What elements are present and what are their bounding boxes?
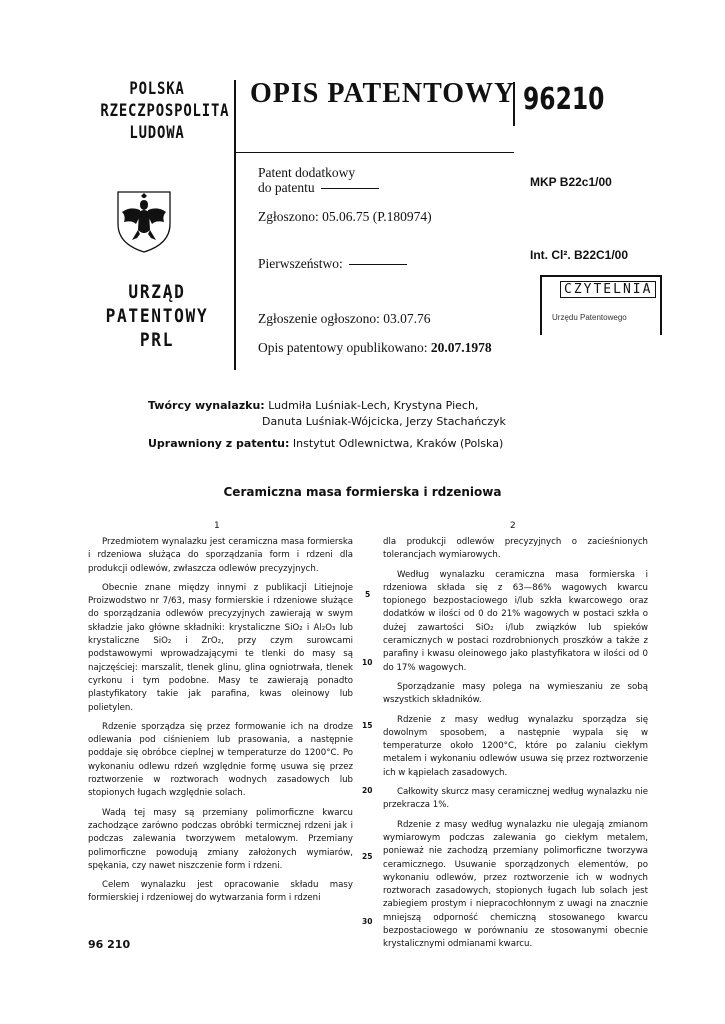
description-published-line (258, 340, 492, 356)
polish-eagle-emblem-icon (110, 186, 178, 256)
blank-line (321, 188, 379, 189)
right-column (383, 536, 648, 958)
application-published-line (258, 311, 430, 327)
inventors-label: Twórcy wynalazku: (148, 399, 265, 412)
line-number: 20 (362, 786, 373, 795)
application-published-label: Zgłoszenie ogłoszono: (258, 311, 380, 326)
description-published-value: 20.07.1978 (430, 340, 492, 355)
filed-line (258, 209, 432, 225)
country-name (100, 78, 230, 144)
int-classification: Int. Cl². B22C1/00 (530, 248, 629, 262)
country-line: RZECZPOSPOLITA (100, 101, 230, 121)
document-type: OPIS PATENTOWY (250, 78, 516, 109)
patent-number: 96210 (523, 82, 605, 117)
stamp-title: CZYTELNIA (560, 281, 656, 298)
blank-line (349, 264, 407, 265)
inventors-names-2: Danuta Luśniak-Wójcicka, Jerzy Stachańczyk (262, 415, 506, 428)
holder-label: Uprawniony z patentu: (148, 437, 290, 450)
inventors-names-1: Ludmiła Luśniak-Lech, Krystyna Piech, (268, 399, 479, 412)
holder-line (148, 437, 503, 450)
line-number: 15 (362, 721, 373, 730)
country-line: POLSKA (129, 79, 185, 99)
filed-value: 05.06.75 (P.180974) (322, 209, 432, 224)
footer-patent-number: 96 210 (88, 938, 131, 951)
invention-title: Ceramiczna masa formierska i rdzeniowa (223, 485, 502, 499)
filed-label: Zgłoszono: (258, 209, 319, 224)
priority-line (258, 256, 407, 272)
library-stamp (540, 275, 662, 335)
to-patent-line (258, 180, 379, 196)
line-number: 5 (365, 590, 371, 599)
line-number: 25 (362, 852, 373, 861)
holder-value: Instytut Odlewnictwa, Kraków (Polska) (292, 437, 504, 450)
priority-label: Pierwszeństwo: (258, 256, 343, 271)
paragraph: Sporządzanie masy polega na wymieszaniu ze sobą wszystkich składników. (383, 681, 648, 706)
stamp-subtitle: Urzędu Patentowego (552, 313, 627, 322)
line-number: 30 (362, 917, 373, 926)
vertical-rule (234, 80, 236, 370)
paragraph: Wadą tej masy są przemiany polimorficzne kwarcu zachodzące zarówno podczas obróbki termicznej rdzeni jak i podczas zalewania tworzywem metalowym. Przemiany polimorficzne powodują zmiany założonych wymiarów, spękania, czy nawet niszczenie form i rdzeni. (88, 807, 353, 871)
to-patent-label: do patentu (258, 180, 315, 195)
line-number: 10 (362, 658, 373, 667)
inventors-line-1 (148, 399, 478, 412)
paragraph: Rdzenie sporządza się przez formowanie ich na drodze odlewania pod ciśnieniem lub prasowania, a następnie poddaje się obróbce cieplnej w temperaturze do 1200°C. Po wykonaniu odlewu rdzeń względnie formę usuwa się przez roztworzenie w roztworach wodnych zasadowych lub stopionych ługach względnie solach. (88, 721, 353, 799)
paragraph: Rdzenie z masy według wynalazku nie ulegają zmianom wymiarowym podczas zalewania go ciekłym metalem, ponieważ nie zachodzą przemiany polimorficzne tworzywa ceramicznego. Usuwanie sporządzonych elementów, po wykonaniu odlewów, przez roztworzenie ich w wodnych roztworach zasadowych, stopionych ługach lub solach jest zabiegiem prostym i niepracochłonnym z uwagi na znacznie mniejszą odporność chemiczną stosowanego kwarcu bezpostaciowego w porównaniu ze stosowanymi obecnie krystalicznymi odmianami kwarcu. (383, 819, 648, 950)
paragraph: Obecnie znane między innymi z publikacji Litiejnoje Proizwodstwo nr 7/63, masy formierskie i rdzeniowe służące do sporządzania odlewów precyzyjnych zawierają w swym składzie jako główne składniki: krystaliczne SiO₂ i Al₂O₃ lub krystaliczne SiO₂ i ZrO₂, przy czym surowcami podstawowymi wprowadzającymi te tlenki do masy są najczęściej: marszalit, tlenek glinu, glina ogniotrwała, tlenek cyrkonu i tym podobne. Masy te zawierają ponadto plastyfikatory takie jak parafina, kwas oleinowy lub polietylen. (88, 582, 353, 713)
paragraph: Całkowity skurcz masy ceramicznej według wynalazku nie przekracza 1%. (383, 787, 648, 811)
paragraph: Rdzenie z masy według wynalazku sporządza się dowolnym sposobem, a następnie wypala się w temperaturze około 1200°C, które po zalaniu ciekłym metalem i wykonaniu odlewów usuwa się przez roztworzenie ich w kąpielach zasadowych. (383, 714, 648, 778)
paragraph: Według wynalazku ceramiczna masa formierska i rdzeniowa składa się z 63—86% wagowych kwarcu topionego bezpostaciowego i/lub szkła kwarcowego oraz dodatków w ilości od 0 do 21% wagowych w postaci szkła o dużej zawartości SiO₂ i/lub związków lub spieków ceramicznych w postaci rozdrobnionych proszków a także z parafiny i kwasu oleinowego jako plastyfikatora w ilości od 0 do 17% wagowych. (383, 569, 648, 673)
left-column (88, 536, 353, 912)
column-number: 1 (214, 521, 220, 531)
application-published-value: 03.07.76 (383, 311, 431, 326)
office-line: PATENTOWY (105, 305, 209, 327)
column-number: 2 (510, 521, 516, 531)
office-line: URZĄD (128, 281, 186, 303)
paragraph: Przedmiotem wynalazku jest ceramiczna masa formierska i rdzeniowa służąca do sporządzania form i rdzeni dla produkcji odlewów, zwłaszcza odlewów precyzyjnych. (88, 537, 353, 574)
patent-office-name (98, 280, 215, 352)
horizontal-rule (236, 152, 514, 153)
office-line: PRL (139, 329, 175, 351)
additional-patent-label: Patent dodatkowy (258, 165, 356, 180)
paragraph: Celem wynalazku jest opracowanie składu masy formierskiej i rdzeniowej do wytwarzania form i rdzeni (88, 880, 353, 904)
country-line: LUDOWA (129, 123, 185, 143)
mkp-classification: MKP B22c1/00 (530, 175, 612, 189)
paragraph: dla produkcji odlewów precyzyjnych o zacieśnionych tolerancjach wymiarowych. (383, 537, 648, 561)
description-published-label: Opis patentowy opublikowano: (258, 340, 428, 355)
